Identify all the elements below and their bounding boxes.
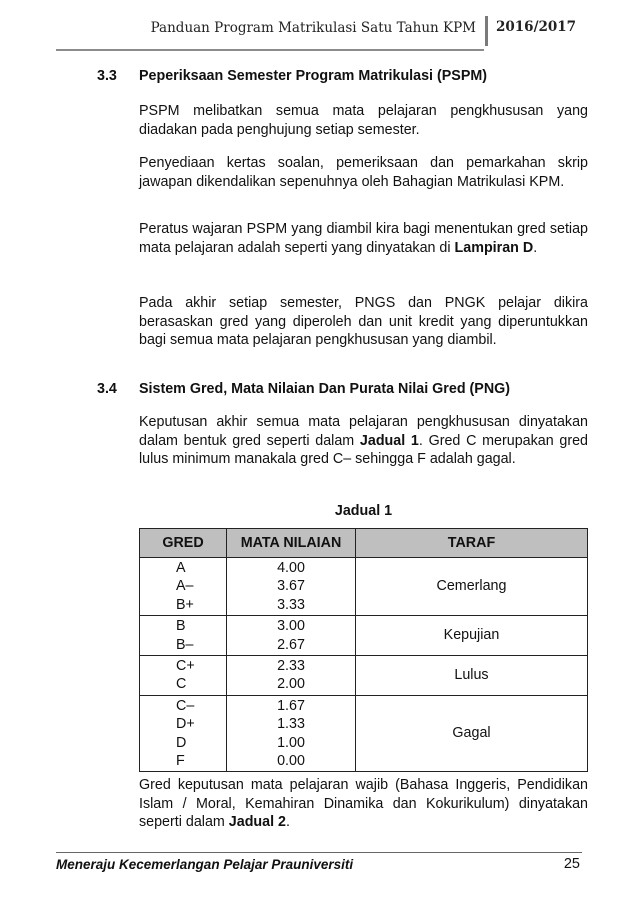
points-value: 2.67	[277, 636, 305, 653]
taraf-cell: Lulus	[356, 655, 588, 695]
taraf-cell: Gagal	[356, 695, 588, 772]
grade-value: D	[176, 734, 187, 751]
grade-table-body	[140, 558, 588, 772]
paragraph: Peratus wajaran PSPM yang diambil kira bagi menentukan gred setiap mata pelajaran adalah seperti yang dinyatakan di Lampiran D.	[139, 221, 588, 256]
paragraph: Pada akhir setiap semester, PNGS dan PNGK pelajar dikira berasaskan gred yang diperoleh dan unit kredit yang diperuntukkan bagi semua mata pelajaran pengkhususan yang diambil.	[139, 295, 588, 349]
grade-value: D+	[176, 716, 195, 733]
points-value: 2.00	[277, 676, 305, 693]
grade-value: B+	[176, 596, 194, 613]
grade-value: C–	[176, 697, 195, 714]
table-row	[140, 655, 588, 695]
paragraph: Keputusan akhir semua mata pelajaran pengkhususan dinyatakan dalam bentuk gred seperti dalam Jadual 1. Gred C merupakan gred lulus minimum manakala gred C– sehingga F adalah gagal.	[139, 414, 588, 468]
header-divider	[485, 16, 488, 46]
grade-value: B	[176, 618, 186, 635]
column-header-gred: GRED	[140, 529, 227, 558]
grade-cell	[140, 655, 227, 695]
lampiran-ref: Lampiran D	[454, 239, 534, 256]
points-cell	[227, 655, 356, 695]
grade-cell	[140, 616, 227, 656]
points-value: 1.67	[277, 697, 305, 714]
header-year: 2016/2017	[496, 19, 577, 35]
table-row	[140, 616, 588, 656]
grade-value: B–	[176, 636, 194, 653]
section-title: Peperiksaan Semester Program Matrikulasi (PSPM)	[139, 68, 488, 84]
points-value: 3.67	[277, 578, 305, 595]
table-row	[140, 558, 588, 616]
taraf-cell: Kepujian	[356, 616, 588, 656]
header-title: Panduan Program Matrikulasi Satu Tahun KPM	[150, 20, 476, 36]
section-title: Sistem Gred, Mata Nilaian Dan Purata Nilai Gred (PNG)	[139, 381, 511, 397]
points-cell	[227, 695, 356, 772]
grade-cell	[140, 695, 227, 772]
grade-table	[139, 528, 588, 772]
footer-rule	[56, 852, 582, 853]
table-header-row	[140, 529, 588, 558]
section-number: 3.3	[97, 68, 117, 84]
grade-value: A	[176, 560, 186, 576]
points-value: 2.33	[277, 657, 305, 674]
jadual-ref: Jadual 2	[228, 814, 287, 831]
points-value: 1.00	[277, 734, 305, 751]
paragraph: PSPM melibatkan semua mata pelajaran pengkhususan yang diadakan pada penghujung setiap semester.	[139, 103, 588, 138]
grade-cell	[140, 558, 227, 616]
points-value: 0.00	[277, 752, 305, 769]
grade-value: C	[176, 676, 187, 693]
paragraph: Penyediaan kertas soalan, pemeriksaan dan pemarkahan skrip jawapan dikendalikan sepenuhnya oleh Bahagian Matrikulasi KPM.	[139, 155, 588, 190]
header-rule	[56, 49, 484, 51]
grade-value: A–	[176, 578, 194, 595]
jadual-ref: Jadual 1	[359, 432, 419, 449]
table-caption: Jadual 1	[334, 503, 393, 519]
column-header-mata: MATA NILAIAN	[227, 529, 356, 558]
points-cell	[227, 558, 356, 616]
section-number: 3.4	[97, 381, 117, 397]
paragraph: Gred keputusan mata pelajaran wajib (Bahasa Inggeris, Pendidikan Islam / Moral, Kemahiran Dinamika dan Kokurikulum) dinyatakan seperti dalam Jadual 2.	[139, 777, 588, 831]
grade-value: C+	[176, 657, 195, 674]
page-header	[0, 14, 638, 50]
footer-text: Meneraju Kecemerlangan Pelajar Prauniversiti	[56, 857, 354, 872]
points-value: 4.00	[277, 560, 305, 576]
grade-value: F	[176, 752, 185, 769]
points-value: 1.33	[277, 716, 305, 733]
points-cell	[227, 616, 356, 656]
table-row	[140, 695, 588, 772]
column-header-taraf: TARAF	[356, 529, 588, 558]
page-number: 25	[563, 856, 580, 872]
taraf-cell: Cemerlang	[356, 558, 588, 616]
points-value: 3.00	[277, 618, 305, 635]
points-value: 3.33	[277, 596, 305, 613]
